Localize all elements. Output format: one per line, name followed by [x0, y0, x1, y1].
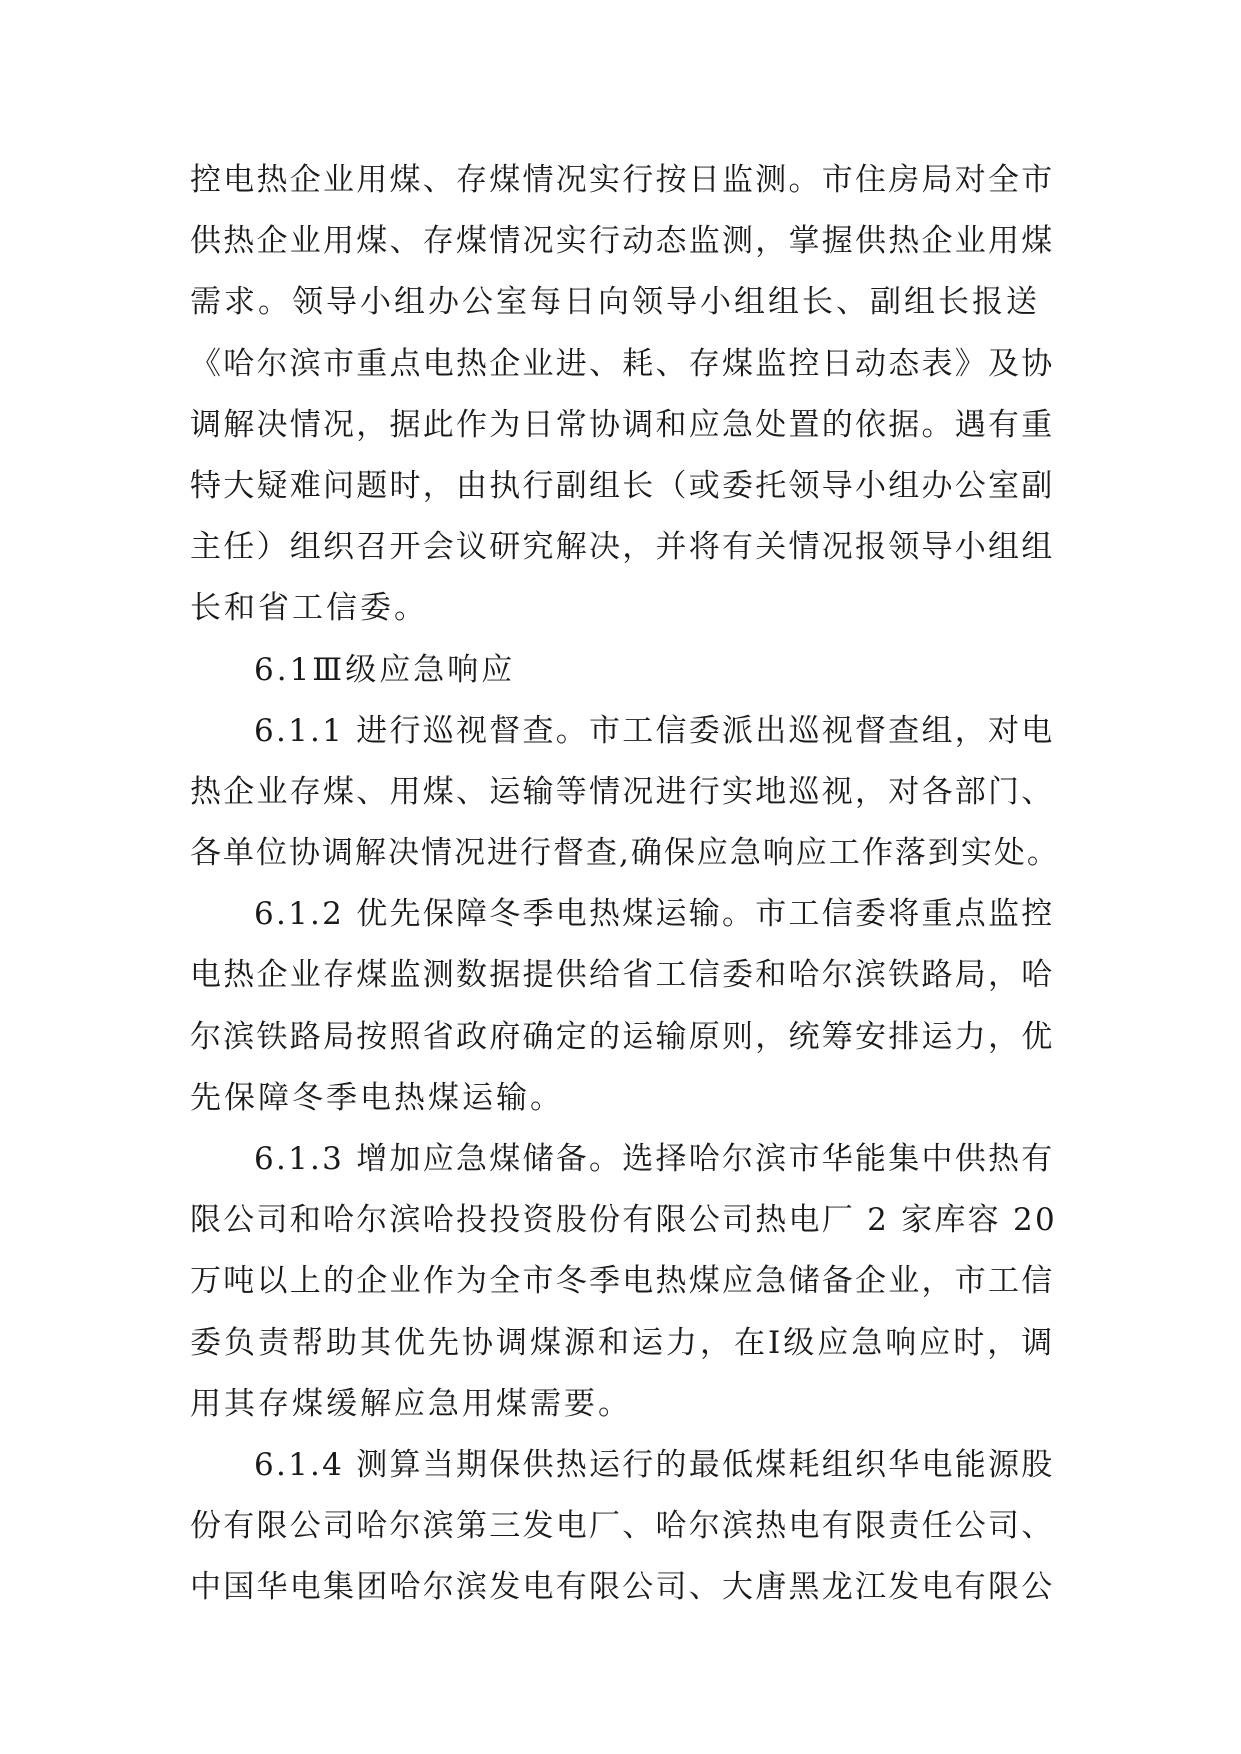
text-line: 主任）组织召开会议研究解决，并将有关情况报领导小组组 [190, 529, 1055, 566]
text-line: 尔滨铁路局按照省政府确定的运输原则，统筹安排运力，优 [190, 1018, 1055, 1055]
document-body [190, 150, 1060, 1619]
text-line: 热企业存煤、用煤、运输等情况进行实地巡视，对各部门、 [190, 773, 1055, 810]
text-line: 特大疑难问题时，由执行副组长（或委托领导小组办公室副 [190, 467, 1055, 504]
text-line: 限公司和哈尔滨哈投投资股份有限公司热电厂 2 家库容 20 [190, 1202, 1057, 1239]
text-line: 各单位协调解决情况进行督查,确保应急响应工作落到实处。 [190, 835, 1060, 872]
text-line: 供热企业用煤、存煤情况实行动态监测，掌握供热企业用煤 [190, 223, 1055, 260]
text-line: 份有限公司哈尔滨第三发电厂、哈尔滨热电有限责任公司、 [190, 1508, 1055, 1545]
text-line: 电热企业存煤监测数据提供给省工信委和哈尔滨铁路局，哈 [190, 957, 1055, 994]
text-line: 需求。领导小组办公室每日向领导小组组长、副组长报送 [190, 284, 1040, 321]
text-line: 委负责帮助其优先协调煤源和运力，在Ⅰ级应急响应时，调 [190, 1324, 1056, 1361]
text-line: 用其存煤缓解应急用煤需要。 [190, 1385, 632, 1422]
text-line: 先保障冬季电热煤运输。 [190, 1079, 564, 1116]
text-line: 6.1.3 增加应急煤储备。选择哈尔滨市华能集中供热有 [254, 1141, 1055, 1177]
text-line: 6.1.2 优先保障冬季电热煤运输。市工信委将重点监控 [254, 896, 1055, 933]
text-line: 万吨以上的企业作为全市冬季电热煤应急储备企业，市工信 [190, 1263, 1055, 1300]
text-line: 6.1Ⅲ级应急响应 [254, 651, 516, 688]
text-line: 6.1.4 测算当期保供热运行的最低煤耗组织华电能源股 [254, 1446, 1055, 1483]
text-line: 调解决情况，据此作为日常协调和应急处置的依据。遇有重 [190, 406, 1055, 443]
text-line: 中国华电集团哈尔滨发电有限公司、大唐黑龙江发电有限公 [190, 1569, 1055, 1606]
text-line: 6.1.1 进行巡视督查。市工信委派出巡视督查组，对电 [254, 712, 1055, 749]
text-line: 控电热企业用煤、存煤情况实行按日监测。市住房局对全市 [190, 162, 1055, 198]
text-line: 长和省工信委。 [190, 590, 428, 627]
text-line: 《哈尔滨市重点电热企业进、耗、存煤监控日动态表》及协 [190, 345, 1055, 382]
